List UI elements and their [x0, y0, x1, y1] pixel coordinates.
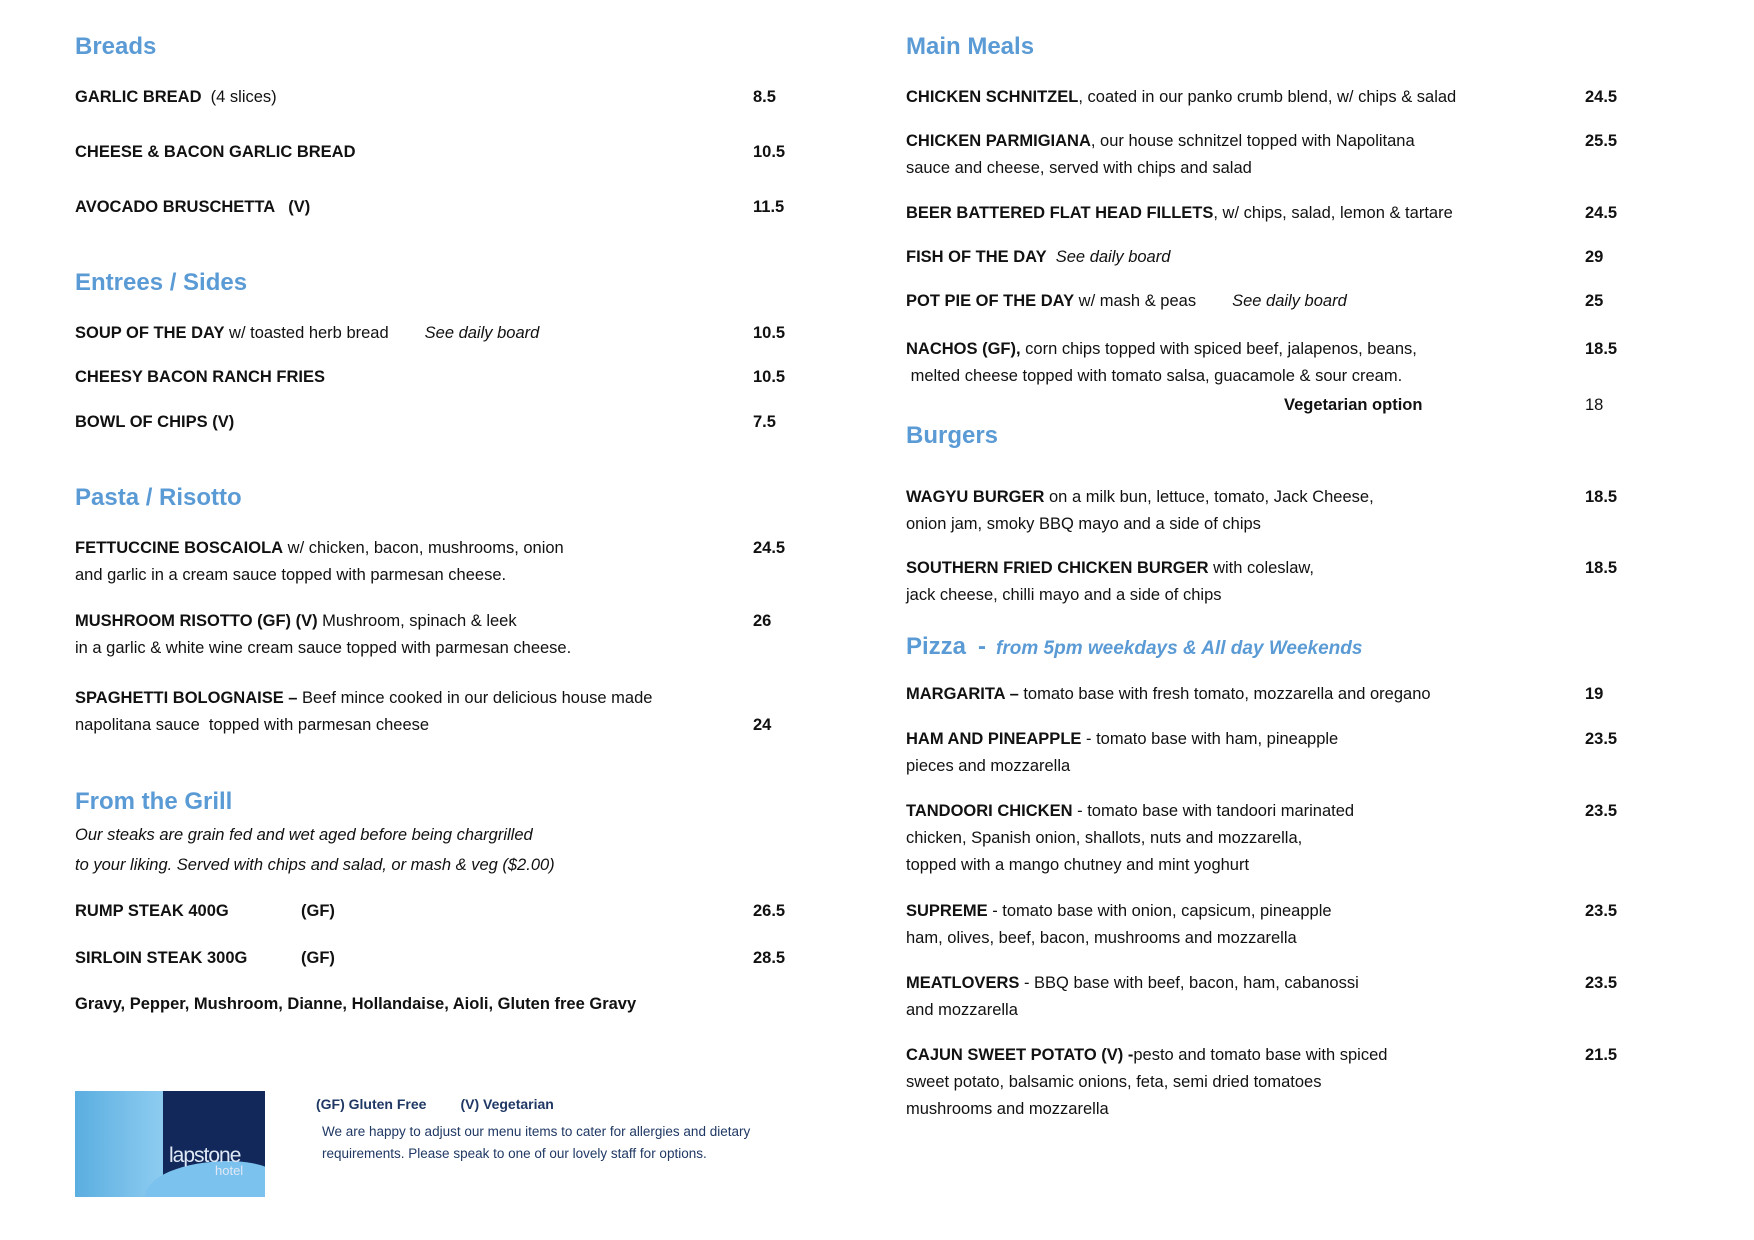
item-description: and mozzarella: [906, 1001, 1018, 1019]
section-title: Burgers: [906, 422, 999, 449]
menu-item: [75, 608, 571, 662]
item-line: [906, 128, 1415, 155]
section-title: Pizza: [906, 633, 967, 660]
item-option: Vegetarian option: [1284, 396, 1423, 414]
menu-item: [906, 484, 1374, 538]
item-name: POT PIE OF THE DAY: [906, 292, 1075, 310]
item-line: [75, 409, 234, 436]
item-name: SPAGHETTI BOLOGNAISE –: [75, 689, 298, 707]
sauce-options: Gravy, Pepper, Mushroom, Dianne, Hollandaise, Aioli, Gluten free Gravy: [75, 995, 637, 1013]
item-name: SOUTHERN FRIED CHICKEN BURGER: [906, 559, 1209, 577]
item-description: - tomato base with ham, pineapple: [1081, 730, 1339, 748]
item-line: [906, 336, 1417, 363]
item-line: [906, 511, 1374, 538]
item-description: w/ mash & peas: [1074, 292, 1197, 310]
item-name: MUSHROOM RISOTTO (GF) (V): [75, 612, 318, 630]
menu-item: [906, 1042, 1387, 1123]
menu-item: [906, 970, 1359, 1024]
menu-item: [906, 336, 1417, 390]
menu-item: [75, 685, 652, 739]
item-description: , w/ chips, salad, lemon & tartare: [1213, 204, 1453, 222]
item-line: [906, 997, 1359, 1024]
menu-item: [906, 244, 1170, 271]
item-description: sauce and cheese, served with chips and salad: [906, 159, 1252, 177]
item-line: [75, 685, 652, 712]
item-price: 10.5: [753, 143, 786, 161]
item-price: 8.5: [753, 88, 776, 106]
item-description: ham, olives, beef, bacon, mushrooms and mozzarella: [906, 929, 1297, 947]
item-line: [75, 898, 335, 925]
item-price: 18.5: [1585, 340, 1618, 358]
item-line: [906, 244, 1170, 271]
item-price: 18.5: [1585, 559, 1618, 577]
item-description: , our house schnitzel topped with Napolitana: [1090, 132, 1415, 150]
item-price: 26: [753, 612, 772, 630]
disclaimer-line: We are happy to adjust our menu items to cater for allergies and dietary: [322, 1124, 751, 1139]
menu-item: [75, 409, 234, 436]
dietary-legend: [316, 1096, 554, 1112]
item-price: 23.5: [1585, 974, 1618, 992]
item-price: 11.5: [753, 198, 785, 216]
item-price: 7.5: [753, 413, 776, 431]
item-name: CHEESE & BACON GARLIC BREAD: [75, 143, 356, 161]
item-description: with coleslaw,: [1208, 559, 1314, 577]
item-price: 10.5: [753, 324, 786, 342]
item-description: tomato base with fresh tomato, mozzarella and oregano: [1018, 685, 1431, 703]
item-name: TANDOORI CHICKEN: [906, 802, 1073, 820]
item-name: AVOCADO BRUSCHETTA (V): [75, 198, 311, 216]
section-heading: [906, 32, 1034, 62]
section-heading: [75, 787, 232, 817]
section-heading: [75, 32, 156, 62]
section-title: Main Meals: [906, 33, 1035, 60]
item-line: [906, 555, 1314, 582]
section-title: From the Grill: [75, 788, 233, 815]
item-name: GARLIC BREAD: [75, 88, 202, 106]
item-description: , coated in our panko crumb blend, w/ chips & salad: [1078, 88, 1457, 106]
item-description: (4 slices): [201, 88, 277, 106]
item-description: - tomato base with onion, capsicum, pineapple: [987, 902, 1332, 920]
item-note: See daily board: [424, 324, 540, 342]
item-description: melted cheese topped with tomato salsa, guacamole & sour cream.: [906, 367, 1403, 385]
section-intro: to your liking. Served with chips and salad, or mash & veg ($2.00): [75, 856, 555, 874]
item-name: FETTUCCINE BOSCAIOLA: [75, 539, 284, 557]
menu-item: [906, 726, 1338, 780]
item-name: CAJUN SWEET POTATO (V) -: [906, 1046, 1134, 1064]
item-description: and garlic in a cream sauce topped with parmesan cheese.: [75, 566, 507, 584]
item-description: pesto and tomato base with spiced: [1133, 1046, 1388, 1064]
item-name: RUMP STEAK 400G: [75, 902, 229, 920]
item-price: 18.5: [1585, 488, 1618, 506]
item-description: on a milk bun, lettuce, tomato, Jack Cheese,: [1044, 488, 1374, 506]
item-line: [906, 925, 1332, 952]
disclaimer-line: requirements. Please speak to one of our lovely staff for options.: [322, 1146, 707, 1161]
item-line: [75, 608, 571, 635]
section-title: Breads: [75, 33, 157, 60]
menu-item: [75, 194, 310, 221]
item-tag: (GF): [301, 949, 335, 967]
item-name: MARGARITA –: [906, 685, 1019, 703]
menu-item: [75, 84, 277, 111]
section-heading: [906, 421, 998, 451]
menu-item: [75, 364, 325, 391]
menu-item: [75, 320, 539, 347]
menu-item: [75, 535, 564, 589]
item-description: - tomato base with tandoori marinated: [1072, 802, 1355, 820]
item-description: mushrooms and mozzarella: [906, 1100, 1109, 1118]
item-description: w/ toasted herb bread: [224, 324, 389, 342]
legend-gluten-free: (GF) Gluten Free: [316, 1096, 427, 1112]
menu-item: [75, 139, 356, 166]
item-price: 28.5: [753, 949, 786, 967]
item-description: Beef mince cooked in our delicious house made: [297, 689, 653, 707]
item-name: FISH OF THE DAY: [906, 248, 1047, 266]
item-name: SIRLOIN STEAK 300G: [75, 949, 248, 967]
item-description: jack cheese, chilli mayo and a side of chips: [906, 586, 1222, 604]
item-name: SUPREME: [906, 902, 988, 920]
item-name: HAM AND PINEAPPLE: [906, 730, 1082, 748]
item-line: [906, 484, 1374, 511]
item-line: [75, 364, 325, 391]
item-price: 24.5: [753, 539, 786, 557]
item-description: Mushroom, spinach & leek: [317, 612, 517, 630]
item-name: MEATLOVERS: [906, 974, 1020, 992]
item-price: 18: [1585, 396, 1604, 414]
item-line: [906, 288, 1347, 315]
section-heading: [75, 268, 247, 298]
item-name: CHICKEN PARMIGIANA: [906, 132, 1091, 150]
menu-item: [906, 128, 1415, 182]
item-description: in a garlic & white wine cream sauce topped with parmesan cheese.: [75, 639, 572, 657]
menu-item: [75, 898, 335, 925]
item-price: 21.5: [1585, 1046, 1618, 1064]
item-line: [906, 363, 1417, 390]
item-price: 19: [1585, 685, 1604, 703]
item-name: NACHOS (GF),: [906, 340, 1021, 358]
item-name: CHICKEN SCHNITZEL: [906, 88, 1079, 106]
item-description: corn chips topped with spiced beef, jalapenos, beans,: [1020, 340, 1417, 358]
item-line: [75, 535, 564, 562]
section-title: Entrees / Sides: [75, 269, 248, 296]
section-dash: -: [978, 633, 987, 660]
item-line: [906, 1069, 1387, 1096]
menu-item: [906, 681, 1431, 708]
item-price: 26.5: [753, 902, 786, 920]
item-line: [906, 681, 1431, 708]
item-description: w/ chicken, bacon, mushrooms, onion: [283, 539, 564, 557]
item-line: [75, 712, 652, 739]
item-name: SOUP OF THE DAY: [75, 324, 225, 342]
item-note: See daily board: [1232, 292, 1347, 310]
item-name: BOWL OF CHIPS (V): [75, 413, 235, 431]
item-description: - BBQ base with beef, bacon, ham, cabanossi: [1019, 974, 1359, 992]
item-description: chicken, Spanish onion, shallots, nuts and mozzarella,: [906, 829, 1303, 847]
item-description: sweet potato, balsamic onions, feta, semi dried tomatoes: [906, 1073, 1322, 1091]
section-heading: [75, 483, 242, 513]
item-line: [906, 84, 1456, 111]
item-line: [906, 582, 1314, 609]
item-line: [906, 1042, 1387, 1069]
item-note: See daily board: [1046, 248, 1171, 266]
item-line: [906, 1096, 1387, 1123]
menu-item: [906, 288, 1347, 315]
item-price: 24.5: [1585, 204, 1618, 222]
item-name: WAGYU BURGER: [906, 488, 1045, 506]
menu-item: [906, 798, 1354, 879]
item-price: 23.5: [1585, 802, 1618, 820]
item-tag: (GF): [301, 902, 335, 920]
logo-wordmark: lapstone: [169, 1144, 241, 1167]
item-price: 23.5: [1585, 902, 1618, 920]
item-line: [75, 84, 277, 111]
item-price: 25.5: [1585, 132, 1618, 150]
menu-item: [906, 84, 1456, 111]
item-line: [75, 635, 571, 662]
item-price: 24.5: [1585, 88, 1618, 106]
item-price: 25: [1585, 292, 1604, 310]
item-line: [75, 320, 539, 347]
item-line: [75, 194, 310, 221]
logo-subtext: hotel: [215, 1163, 244, 1178]
item-line: [906, 200, 1453, 227]
item-line: [906, 753, 1338, 780]
menu-item: [906, 555, 1314, 609]
item-description: napolitana sauce topped with parmesan cheese: [75, 716, 430, 734]
section-title: Pasta / Risotto: [75, 484, 242, 511]
item-line: [906, 852, 1354, 879]
legend-vegetarian: (V) Vegetarian: [460, 1096, 554, 1112]
item-line: [906, 798, 1354, 825]
item-line: [906, 825, 1354, 852]
section-heading: [906, 632, 1362, 664]
item-line: [75, 139, 356, 166]
item-price: 29: [1585, 248, 1604, 266]
item-price: 24: [753, 716, 772, 734]
item-line: [906, 898, 1332, 925]
menu-item: [906, 200, 1453, 227]
item-line: [906, 970, 1359, 997]
menu-item: [75, 945, 335, 972]
item-line: [75, 562, 564, 589]
lapstone-hotel-logo: [75, 1091, 265, 1197]
allergy-disclaimer: [322, 1121, 750, 1165]
item-price: 10.5: [753, 368, 786, 386]
item-description: onion jam, smoky BBQ mayo and a side of chips: [906, 515, 1261, 533]
item-line: [906, 726, 1338, 753]
section-subtitle: from 5pm weekdays & All day Weekends: [996, 638, 1363, 659]
item-line: [906, 155, 1415, 182]
menu-item: [906, 898, 1332, 952]
section-intro: Our steaks are grain fed and wet aged before being chargrilled: [75, 826, 533, 844]
item-description: pieces and mozzarella: [906, 757, 1071, 775]
item-name: BEER BATTERED FLAT HEAD FILLETS: [906, 204, 1214, 222]
item-description: topped with a mango chutney and mint yoghurt: [906, 856, 1250, 874]
item-line: [75, 945, 335, 972]
item-price: 23.5: [1585, 730, 1618, 748]
item-name: CHEESY BACON RANCH FRIES: [75, 368, 325, 386]
